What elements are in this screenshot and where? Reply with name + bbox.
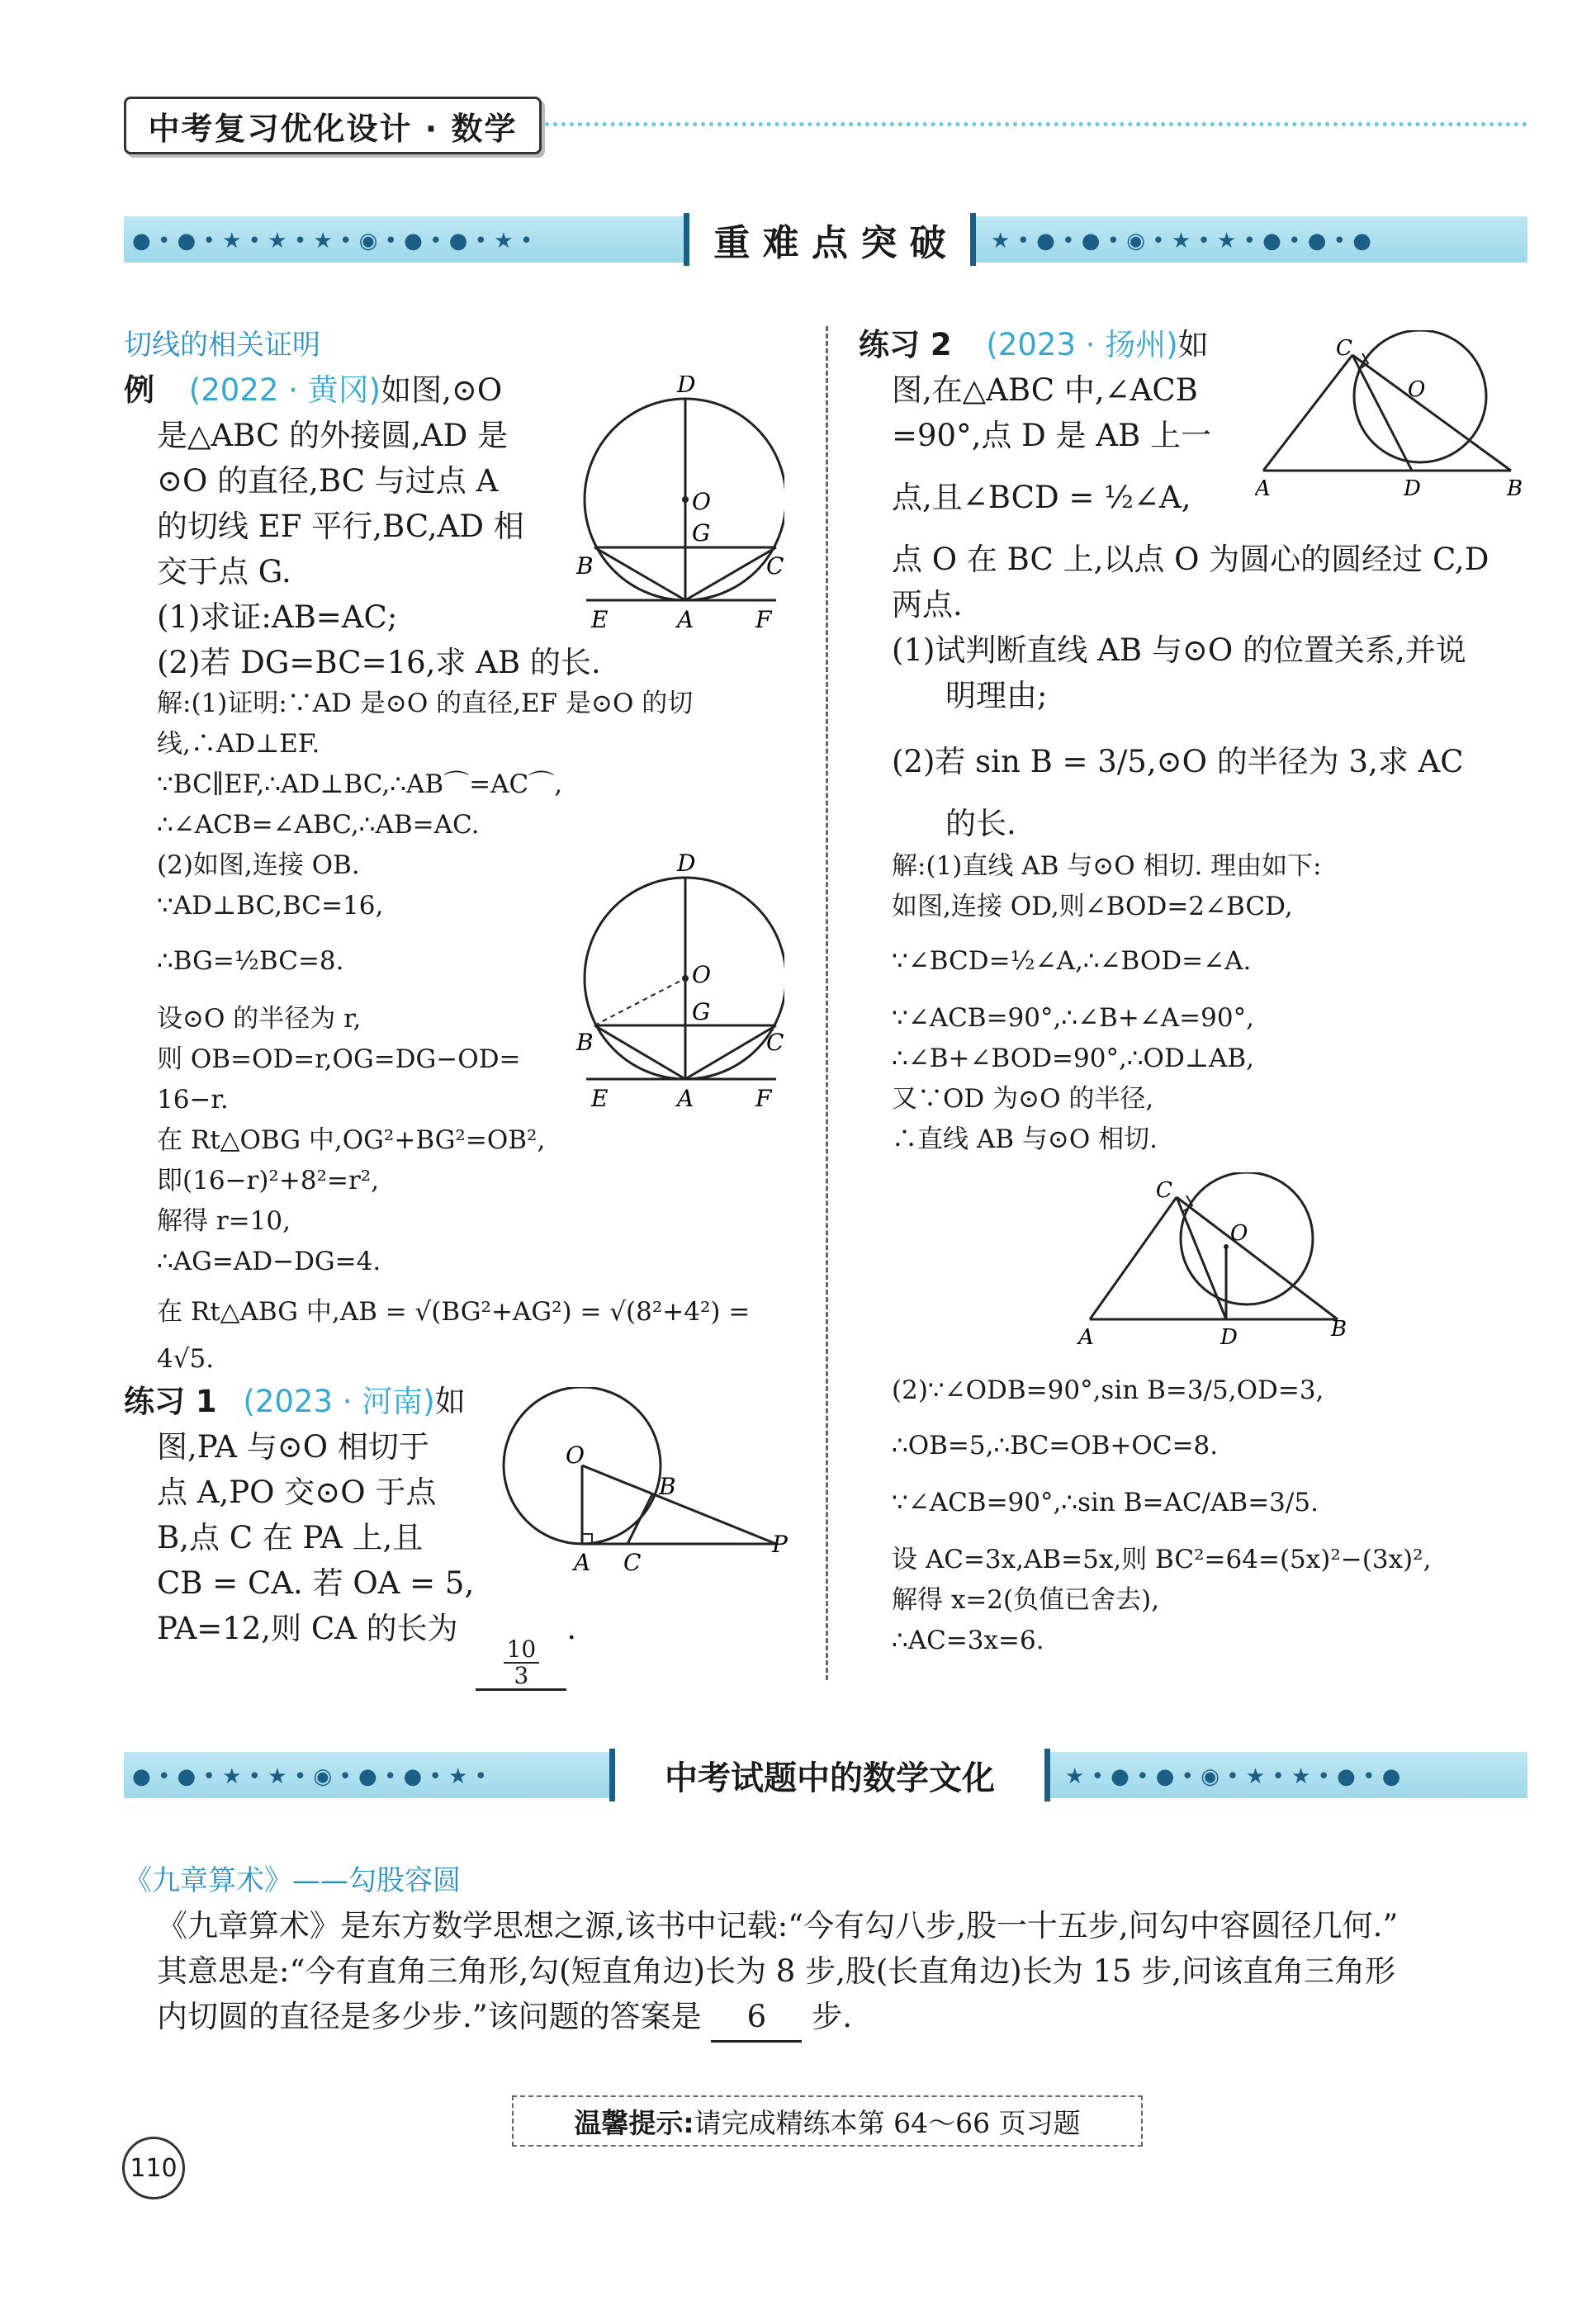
practice1-label: 练习 1 [124, 1384, 217, 1419]
p2b-label-A: A [1078, 1325, 1094, 1350]
example-solution-8: 则 OB=OD=r,OG=DG−OD= [157, 1044, 521, 1074]
p2b-label-B: B [1331, 1317, 1347, 1342]
practice2-label: 练习 2 [859, 327, 952, 362]
practice2-source: (2023 · 扬州) [986, 327, 1178, 362]
fig2-label-A: A [677, 1085, 694, 1112]
practice2-solution2-0: (2)∵∠ODB=90°,sin B=3/5,OD=3, [892, 1375, 1324, 1405]
practice2-solution1-6: ∴直线 AB 与⊙O 相切. [892, 1124, 1158, 1154]
p2a-label-B: B [1507, 476, 1523, 501]
fig1-label-B: B [576, 552, 594, 580]
practice2-solution2-5: ∴AC=3x=6. [892, 1626, 1044, 1655]
fig2-label-C: C [766, 1029, 784, 1056]
band2-decoration-right: ★ • ● • ● • ◉ • ★ • ★ • ● • ● [1065, 1764, 1401, 1789]
tip-box [512, 2095, 1143, 2147]
example-solution-4: (2)如图,连接 OB. [157, 850, 360, 880]
practice2-stem-4: 点 O 在 BC 上,以点 O 为圆心的圆经过 C,D [892, 542, 1489, 577]
practice1-line-1 [124, 1379, 466, 1425]
practice2-figure-2 [1073, 1172, 1371, 1354]
practice2-stem-5: 两点. [892, 587, 963, 623]
practice1-answer-num: 10 [504, 1637, 540, 1664]
example-solution-11: 即(16−r)²+8²=r², [157, 1166, 380, 1195]
culture-topic: 《九章算术》——勾股容圆 [124, 1864, 461, 1897]
culture-answer: 6 [711, 1994, 802, 2043]
culture-question: 内切圆的直径是多少步.”该问题的答案是 [157, 1999, 702, 2034]
book-title: 中考复习优化设计 · 数学 [124, 97, 542, 154]
example-solution-12: 解得 r=10, [157, 1206, 291, 1236]
example-solution-3: ∴∠ACB=∠ABC,∴AB=AC. [157, 810, 480, 840]
p1-label-P: P [772, 1531, 788, 1558]
practice2-q1a: (1)试判断直线 AB 与⊙O 的位置关系,并说 [892, 632, 1466, 668]
example-solution-9: 16−r. [157, 1085, 229, 1115]
practice1-question: PA=12,则 CA 的长为 [157, 1611, 458, 1646]
fig1-label-F: F [755, 606, 772, 633]
example-solution-15: 4√5. [157, 1344, 215, 1374]
practice2-q2b: 的长. [945, 806, 1016, 841]
example-stem-0: 如图,⊙O [381, 372, 503, 408]
practice2-figure-1 [1255, 330, 1536, 504]
practice2-solution1-2: ∵∠BCD=½∠A,∴∠BOD=∠A. [892, 946, 1252, 976]
page-number: 110 [122, 2137, 185, 2199]
example-figure-2 [570, 850, 784, 1115]
practice1-stem-1: 图,PA 与⊙O 相切于 [157, 1429, 429, 1465]
fig2-label-B: B [576, 1029, 594, 1056]
practice1-stem-4: CB = CA. 若 OA = 5, [157, 1565, 475, 1601]
p1-label-B: B [659, 1473, 676, 1500]
fig2-label-F: F [755, 1085, 772, 1112]
example-q1: (1)求证:AB=AC; [157, 599, 398, 635]
practice2-solution2-3: 设 AC=3x,AB=5x,则 BC²=64=(5x)²−(3x)², [892, 1545, 1432, 1574]
fig1-label-D: D [677, 376, 696, 398]
column-separator [826, 326, 828, 1680]
example-solution-1: 线,∴AD⊥EF. [157, 729, 320, 759]
fig1-label-A: A [677, 606, 694, 633]
example-q2: (2)若 DG=BC=16,求 AB 的长. [157, 645, 601, 680]
practice2-q2a: (2)若 sin B = 3/5,⊙O 的半径为 3,求 AC [892, 744, 1464, 779]
section-title-1: 重 难 点 突 破 [684, 213, 976, 266]
practice1-answer-blank [476, 1624, 566, 1691]
example-source: (2022 · 黄冈) [188, 372, 381, 408]
example-solution-13: ∴AG=AD−DG=4. [157, 1247, 381, 1276]
example-solution-2: ∵BC∥EF,∴AD⊥BC,∴AB⌒=AC⌒, [157, 769, 563, 799]
practice2-solution1-0: 解:(1)直线 AB 与⊙O 相切. 理由如下: [892, 851, 1322, 881]
example-stem-1: 是△ABC 的外接圆,AD 是 [157, 418, 509, 453]
practice2-q1b: 明理由; [945, 678, 1048, 713]
p2a-label-D: D [1404, 476, 1421, 501]
band2-decoration-left: ● • ● • ★ • ★ • ◉ • ● • ● • ★ • [132, 1764, 488, 1789]
example-stem-3: 的切线 EF 平行,BC,AD 相 [157, 509, 524, 544]
fig1-label-O: O [692, 488, 711, 515]
band-decoration-right: ★ • ● • ● • ◉ • ★ • ★ • ● • ● • ● [991, 229, 1371, 253]
fig2-label-E: E [591, 1085, 609, 1112]
p2b-label-O: O [1230, 1221, 1248, 1246]
fig1-label-C: C [766, 552, 784, 580]
header-dotted-rule [545, 122, 1527, 126]
p1-label-C: C [623, 1549, 642, 1576]
example-solution-6: ∴BG=½BC=8. [157, 946, 344, 976]
practice2-stem-3: 点,且∠BCD = ½∠A, [892, 480, 1191, 515]
fig1-label-E: E [591, 606, 609, 633]
band-decoration-left: ● • ● • ★ • ★ • ★ • ◉ • ● • ● • ★ • [132, 229, 533, 253]
practice2-solution2-4: 解得 x=2(负值已舍去), [892, 1585, 1160, 1615]
fig2-label-D: D [677, 850, 696, 877]
fig2-label-G: G [692, 998, 711, 1025]
practice2-solution2-1: ∴OB=5,∴BC=OB+OC=8. [892, 1431, 1219, 1460]
practice1-answer-den: 3 [514, 1662, 529, 1689]
practice2-solution1-5: 又∵OD 为⊙O 的半径, [892, 1084, 1154, 1114]
example-stem-4: 交于点 G. [157, 554, 291, 589]
p1-label-A: A [574, 1549, 591, 1576]
example-solution-7: 设⊙O 的半径为 r, [157, 1004, 362, 1034]
example-solution-0: 解:(1)证明:∵AD 是⊙O 的直径,EF 是⊙O 的切 [157, 689, 694, 718]
practice2-solution1-3: ∵∠ACB=90°,∴∠B+∠A=90°, [892, 1003, 1254, 1033]
example-figure-1 [570, 376, 784, 636]
example-line-1 [124, 367, 502, 414]
p2a-label-A: A [1255, 476, 1271, 501]
practice2-solution1-1: 如图,连接 OD,则∠BOD=2∠BCD, [892, 892, 1293, 921]
culture-line-1: 其意思是:“今有直角三角形,勾(短直角边)长为 8 步,股(长直角边)长为 15 步,问该直角三角形 [157, 1953, 1396, 1989]
practice1-stem-3: B,点 C 在 PA 上,且 [157, 1520, 424, 1555]
practice2-stem-0: 如 [1177, 327, 1209, 362]
culture-unit: 步. [812, 1999, 852, 2034]
p2b-label-D: D [1220, 1325, 1238, 1350]
example-label: 例 [124, 372, 154, 408]
practice1-last-line: PA=12,则 CA 的长为 $\frac{10}{3}$ . [157, 1611, 577, 1689]
p2b-label-C: C [1156, 1178, 1172, 1203]
practice2-stem-2: =90°,点 D 是 AB 上一 [892, 418, 1211, 453]
tip-label: 温馨提示: [574, 2106, 694, 2139]
practice1-source: (2023 · 河南) [243, 1384, 435, 1419]
example-solution-14: 在 Rt△ABG 中,AB = √(BG²+AG²) = √(8²+4²) = [157, 1297, 751, 1327]
section-title-2: 中考试题中的数学文化 [609, 1749, 1050, 1801]
practice2-stem-1: 图,在△ABC 中,∠ACB [892, 372, 1198, 408]
practice1-stem-0: 如 [434, 1384, 466, 1419]
fig2-label-O: O [692, 961, 711, 988]
practice2-solution1-4: ∴∠B+∠BOD=90°,∴OD⊥AB, [892, 1044, 1254, 1073]
example-solution-10: 在 Rt△OBG 中,OG²+BG²=OB², [157, 1125, 546, 1155]
practice2-line-1 [859, 322, 1209, 368]
practice1-stem-2: 点 A,PO 交⊙O 于点 [157, 1475, 437, 1510]
fig1-label-G: G [692, 519, 711, 547]
practice2-solution2-2: ∵∠ACB=90°,∴sin B=AC/AB=3/5. [892, 1488, 1319, 1517]
topic-heading: 切线的相关证明 [124, 329, 320, 362]
p2a-label-C: C [1336, 336, 1352, 361]
culture-line-0: 《九章算术》是东方数学思想之源,该书中记载:“今有勾八步,股一十五步,问勾中容圆径几何.” [157, 1908, 1399, 1943]
example-solution-5: ∵AD⊥BC,BC=16, [157, 891, 384, 921]
p1-label-O: O [566, 1442, 585, 1469]
culture-line-2 [157, 1994, 852, 2043]
practice1-figure [495, 1387, 793, 1585]
p2a-label-O: O [1408, 377, 1426, 402]
example-stem-2: ⊙O 的直径,BC 与过点 A [157, 463, 499, 499]
tip-text: 请完成精练本第 64～66 页习题 [694, 2106, 1081, 2139]
